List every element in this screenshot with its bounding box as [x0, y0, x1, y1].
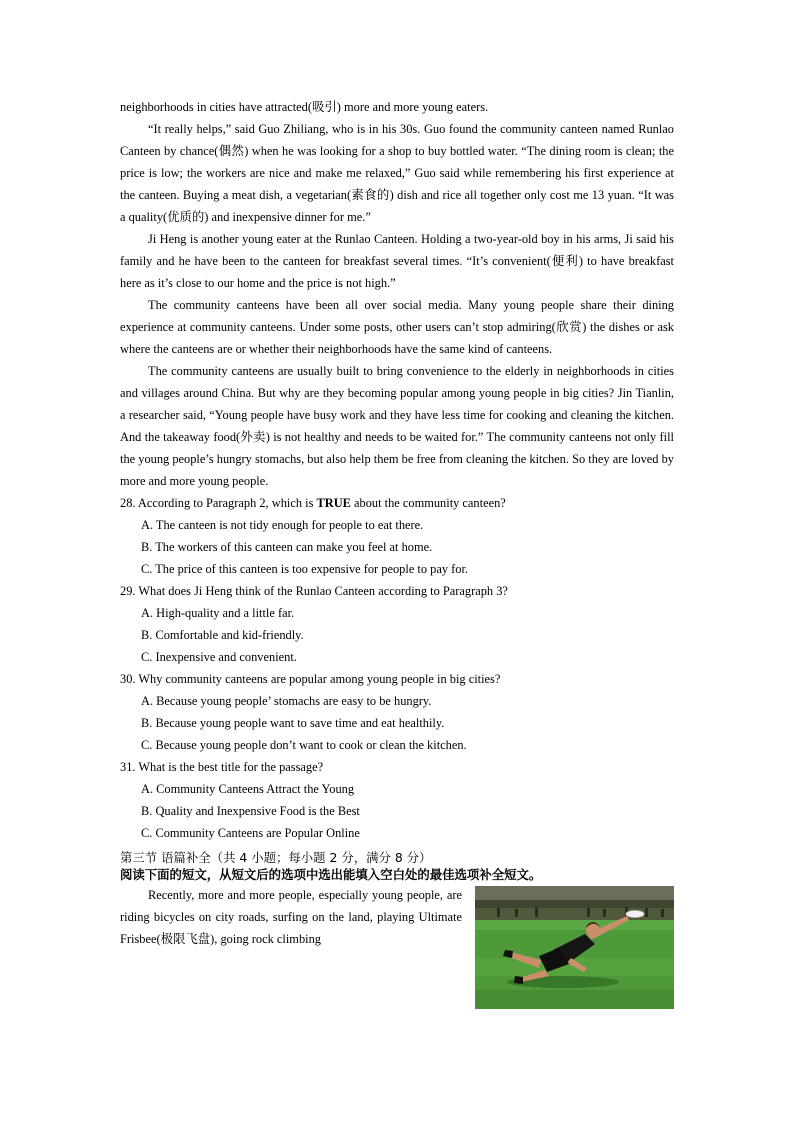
question-29-option-c: C. Inexpensive and convenient.: [141, 650, 297, 664]
section-3-heading: 第三节 语篇补全（共 4 小题；每小题 2 分，满分 8 分）: [120, 850, 432, 865]
section-3-instruction: 阅读下面的短文，从短文后的选项中选出能填入空白处的最佳选项补全短文。: [120, 867, 542, 882]
question-28-stem-start: 28. According to Paragraph 2, which is: [120, 496, 317, 510]
question-28-stem-end: about the community canteen?: [350, 496, 506, 510]
passage-paragraph-5: The community canteens are usually built to bring convenience to the elderly in neighborhoods in cities and villages around China. But why are they becoming popular among young people in big cities? Jin Tianlin, a researcher said, “Young people have busy work and they have less time for cooking and cleaning the kitchen. And the takeaway food(外卖) is not healthy and needs to be waited for.” The community canteens not only fill the young people’s hungry stomachs, but also help them be free from cleaning the kitchen. So they are loved by more and more young people.: [120, 364, 674, 488]
question-29-option-b: B. Comfortable and kid-friendly.: [141, 628, 304, 642]
question-30-option-c: C. Because young people don’t want to cook or clean the kitchen.: [141, 738, 467, 752]
question-30-stem: 30. Why community canteens are popular among young people in big cities?: [120, 672, 501, 686]
passage-paragraph-4: The community canteens have been all over social media. Many young people share their dining experience at community canteens. Under some posts, other users can’t stop admiring(欣赏) the dishes or ask where the canteens are or whether their neighborhoods have the same kind of canteens.: [120, 298, 674, 356]
question-31-option-c: C. Community Canteens are Popular Online: [141, 826, 360, 840]
question-28-stem: [120, 492, 674, 514]
section-3-passage-block: [120, 884, 674, 950]
question-30-option-b: B. Because young people want to save time and eat healthily.: [141, 716, 445, 730]
question-31-option-a: A. Community Canteens Attract the Young: [141, 782, 355, 796]
section-3-passage-text: Recently, more and more people, especially young people, are riding bicycles on city roads, surfing on the land, playing Ultimate Frisbee(极限飞盘), going rock climbing: [120, 888, 462, 946]
question-30-option-a: A. Because young people’ stomachs are easy to be hungry.: [141, 694, 432, 708]
question-28-option-a: A. The canteen is not tidy enough for people to eat there.: [141, 518, 424, 532]
question-28-stem-bold: TRUE: [316, 496, 351, 510]
question-31-option-b: B. Quality and Inexpensive Food is the Best: [141, 804, 360, 818]
passage-paragraph-1: neighborhoods in cities have attracted(吸引) more and more young eaters.: [120, 100, 489, 114]
question-29-stem: 29. What does Ji Heng think of the Runlao Canteen according to Paragraph 3?: [120, 584, 508, 598]
frisbee-photo: [475, 886, 674, 1009]
question-29-option-a: A. High-quality and a little far.: [141, 606, 295, 620]
document-page: [120, 96, 674, 950]
frisbee-player-illustration: [475, 886, 674, 1009]
question-28-option-b: B. The workers of this canteen can make you feel at home.: [141, 540, 433, 554]
passage-paragraph-3: Ji Heng is another young eater at the Runlao Canteen. Holding a two-year-old boy in his arms, Ji said his family and he have been to the canteen for breakfast several times. “It’s convenient(便利) to have breakfast here as it’s close to our home and the price is not high.”: [120, 232, 674, 290]
question-28-option-c: C. The price of this canteen is too expensive for people to pay for.: [141, 562, 468, 576]
passage-paragraph-2: “It really helps,” said Guo Zhiliang, who is in his 30s. Guo found the community canteen named Runlao Canteen by chance(偶然) when he was looking for a shop to buy bottled water. “The dining room is clean; the price is low; the workers are nice and make me relaxed,” Guo said while remembering his first experience at the canteen. Buying a meat dish, a vegetarian(素食的) dish and rice all together only cost me 13 yuan. “It was a quality(优质的) and inexpensive dinner for me.”: [120, 122, 674, 224]
question-31-stem: 31. What is the best title for the passage?: [120, 760, 324, 774]
